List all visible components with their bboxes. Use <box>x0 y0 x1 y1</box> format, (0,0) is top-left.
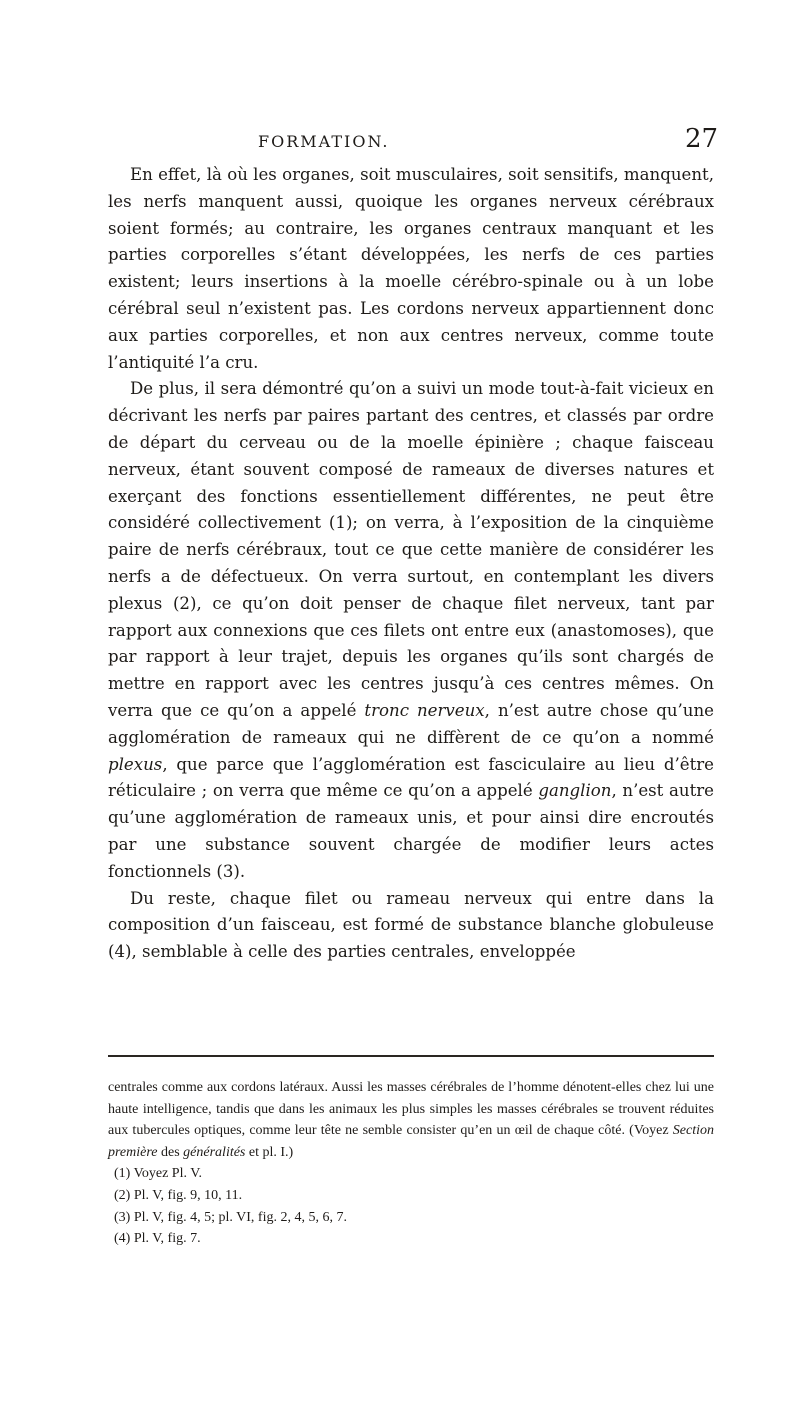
footnote-continuation-segment-0: centrales comme aux cordons latéraux. Aussi les masses cérébrales de l’homme dénotent-elles chez lui une haute intelligence, tandis que dans les animaux les plus simples les masses cérébrales se trouvent réduites aux tubercules optiques, comme leur tête ne semble consister qu’en un œil de chaque côté. (Voyez <box>108 1080 714 1139</box>
footnote-continuation-segment-1: Section première <box>108 1123 714 1160</box>
footnotes <box>108 1077 714 1250</box>
running-header <box>0 120 801 154</box>
paragraph-2 <box>108 376 714 885</box>
footnote-continuation-segment-2: des <box>157 1144 184 1160</box>
paragraph-3 <box>108 886 714 966</box>
main-text <box>108 162 714 966</box>
paragraph-2-segment-0: De plus, il sera démontré qu’on a suivi un mode tout-à-fait vicieux en décrivant les nerfs par paires partant des centres, et classés par ordre de départ du cerveau ou de la moelle épinière ; chaque faisceau nerveux, étant souvent composé de rameaux de diverses natures et exerçant des fonctions essentiellement différentes, ne peut être considéré collectivement (1); on verra, à l’exposition de la cinquième paire de nerfs cérébraux, tout ce que cette manière de considérer les nerfs a de défectueux. On verra surtout, en contemplant les divers plexus (2), ce qu’on doit penser de chaque filet nerveux, tant par rapport aux connexions que ces filets ont entre eux (anastomoses), que par rapport à leur trajet, depuis les organes qu’ils sont chargés de mettre en rapport avec les centres jusqu’à ces centres mêmes. On verra que ce qu’on a appelé <box>108 379 714 720</box>
footnote-continuation-segment-3: généralités <box>183 1144 246 1160</box>
paragraph-1 <box>108 162 714 376</box>
chapter-title: FORMATION. <box>258 132 390 151</box>
footnote-continuation <box>108 1077 714 1163</box>
paragraph-2-segment-5: ganglion <box>538 781 612 801</box>
footnote-4: (4) Pl. V, fig. 7. <box>114 1231 201 1247</box>
footnote-continuation-segment-4: et pl. I.) <box>245 1144 294 1160</box>
footnote-divider <box>108 1055 714 1057</box>
footnote-1: (1) Voyez Pl. V. <box>114 1166 203 1182</box>
paragraph-2-segment-1: tronc nerveux <box>364 700 485 720</box>
footnote-3: (3) Pl. V, fig. 4, 5; pl. VI, fig. 2, 4, 5, 6, 7. <box>114 1209 347 1225</box>
paragraph-2-segment-3: plexus <box>108 754 163 774</box>
paragraph-2-segment-6: , n’est autre qu’une agglomération de rameaux unis, et pour ainsi dire encroutés par une substance souvent chargée de modifier leurs actes fonctionnels (3). <box>108 781 715 881</box>
paragraph-2-segment-2: , n’est autre chose qu’une agglomération de rameaux qui ne diffèrent de ce qu’on a nommé <box>108 700 714 747</box>
page-number: 27 <box>685 124 719 154</box>
paragraph-1-segment-0: En effet, là où les organes, soit musculaires, soit sensitifs, manquent, les nerfs manquent aussi, quoique les organes nerveux cérébraux soient formés; au contraire, les organes centraux manquant et les parties corporelles s’étant développées, les nerfs de ces parties existent; leurs insertions à la moelle cérébro-spinale ou à un lobe cérébral seul n’existent pas. Les cordons nerveux appartiennent donc aux parties corporelles, et non aux centres nerveux, comme toute l’antiquité l’a cru. <box>108 165 714 372</box>
paragraph-2-segment-4: , que parce que l’agglomération est fasciculaire au lieu d’être réticulaire ; on verra que même ce qu’on a appelé <box>108 754 714 801</box>
paragraph-3-segment-0: Du reste, chaque filet ou rameau nerveux qui entre dans la composition d’un faisceau, est formé de substance blanche globuleuse (4), semblable à celle des parties centrales, enveloppée <box>108 888 714 962</box>
footnote-2: (2) Pl. V, fig. 9, 10, 11. <box>114 1187 243 1203</box>
